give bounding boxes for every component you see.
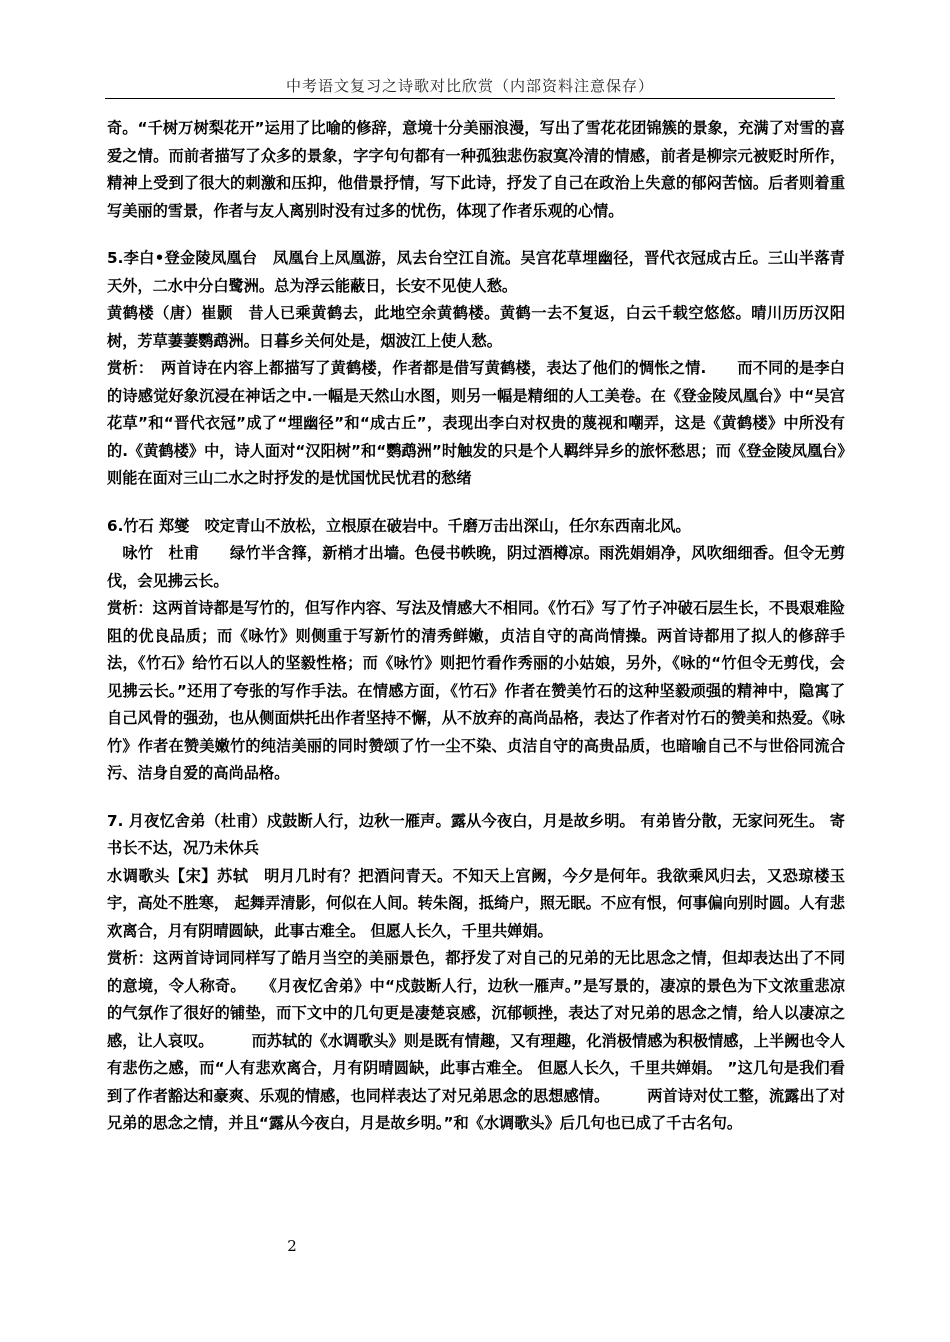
paragraph-gap <box>107 225 845 245</box>
header-divider <box>105 98 835 99</box>
poem-shui-diao-ge-tou: 水调歌头【宋】苏轼 明月几时有？把酒问青天。不知天上宫阙，今夕是何年。我欲乘风归去，又恐琼楼玉宇，高处不胜寒， 起舞弄清影，何似在人间。转朱阁，抵绮户，照无眠。不应有恨，何事偏向别时圆。人有悲欢离合，月有阴晴圆缺，此事古难全。 但愿人长久，千里共婵娟。 <box>107 866 845 940</box>
analysis-huanghelou: 赏析： 两首诗在内容上都描写了黄鹤楼，作者都是借写黄鹤楼，表达了他们的惆怅之情. 而不同的是李白的诗感觉好象沉浸在神话之中.一幅是天然山水图，则另一幅是精细的人工美卷。在《登金陵凤凰台》中“吴宫花草”和“晋代衣冠”成了“埋幽径”和“成古丘”，表现出李白对权贵的蔑视和嘲弄，这是《黄鹤楼》中所没有的.《黄鹤楼》中，诗人面对“汉阳树”和“鹦鹉洲”时触发的只是个人羁绊异乡的旅怀愁思；而《登金陵凤凰台》则能在面对三山二水之时抒发的是忧国忧民忧君的愁绪 <box>107 359 845 487</box>
analysis-bamboo: 赏析：这两首诗都是写竹的，但写作内容、写法及情感大不相同。《竹石》写了竹子冲破石层生长，不畏艰难险阻的优良品质；而《咏竹》则侧重于写新竹的清秀鲜嫩，贞洁自守的高尚情操。两首诗都用了拟人的修辞手法，《竹石》给竹石以人的坚毅性格；而《咏竹》则把竹看作秀丽的小姑娘，另外，《咏的“竹但令无剪伐，会见拂云长。”还用了夸张的写作手法。在情感方面，《竹石》作者在赞美竹石的这种坚毅顽强的精神中，隐寓了自己风骨的强劲，也从侧面烘托出作者坚持不懈，从不放弃的高尚品格，表达了作者对竹石的赞美和热爱。《咏竹》作者在赞美嫩竹的纯洁美丽的同时赞颂了竹一尘不染、贞洁自守的高贵品质，也暗喻自己不与世俗同流合污、洁身自爱的高尚品格。 <box>107 599 845 782</box>
paragraph-gap <box>107 788 845 808</box>
paragraph-snow-comparison: 奇。“千树万树梨花开”运用了比喻的修辞，意境十分美丽浪漫，写出了雪花花团锦簇的景象，充满了对雪的喜爱之情。而前者描写了众多的景象，字字句句都有一种孤独悲伤寂寞冷清的情感，前者是柳宗元被贬时所作，精神上受到了很大的刺激和压抑，他借景抒情，写下此诗，抒发了自己在政治上失意的郁闷苦恼。后者则着重写美丽的雪景，作者与友人离别时没有过多的忧伤，体现了作者乐观的心情。 <box>107 119 845 220</box>
poem-cui-hao-huanghelou: 黄鹤楼（唐）崔颢 昔人已乘黄鹤去，此地空余黄鹤楼。黄鹤一去不复返，白云千载空悠悠。晴川历历汉阳树，芳草萋萋鹦鹉洲。日暮乡关何处是，烟波江上使人愁。 <box>107 304 845 350</box>
poem-yueye-yi-shedi: 7. 月夜忆舍弟（杜甫）戍鼓断人行，边秋一雁声。露从今夜白，月是故乡明。 有弟皆分散，无家问死生。 寄书长不达，况乃未休兵 <box>107 811 845 857</box>
poem-zhu-shi: 6.竹石 郑燮 咬定青山不放松，立根原在破岩中。千磨万击出深山，任尔东西南北风。 <box>107 516 691 535</box>
analysis-moon: 赏析：这两首诗词同样写了皓月当空的美丽景色，都抒发了对自己的兄弟的无比思念之情，但却表达出了不同的意境，令人称奇。 《月夜忆舍弟》中“戍鼓断人行，边秋一雁声。”是写景的，凄凉的景色为下文浓重悲凉的气氛作了很好的铺垫，而下文中的几句更是凄楚哀感，沉郁顿挫，表达了对兄弟的思念之情，给人以凄凉之感，让人哀叹。 而苏轼的《水调歌头》则是既有情趣，又有理趣，化消极情感为积极情感，上半阙也令人有悲伤之感，而“人有悲欢离合，月有阴晴圆缺，此事古难全。 但愿人长久，千里共婵娟。 ”这几句是我们看到了作者豁达和豪爽、乐观的情感，也同样表达了对兄弟思念的思想感情。 两首诗对仗工整，流露出了对兄弟的思念之情，并且“露从今夜白，月是故乡明。”和《水调歌头》后几句也已成了千古名句。 <box>107 949 845 1132</box>
page-number: 2 <box>287 1237 297 1255</box>
poem-yong-zhu: 咏竹 杜甫 绿竹半含箨，新梢才出墙。色侵书帙晚，阴过酒樽凉。雨洗娟娟净，风吹细细香。但令无剪伐，会见拂云长。 <box>107 544 845 590</box>
paragraph-gap <box>107 493 845 513</box>
document-body <box>107 115 845 1138</box>
poem-li-bai-jinling: 5.李白•登金陵凤凰台 凤凰台上凤凰游，凤去台空江自流。吴宫花草埋幽径，晋代衣冠成古丘。三山半落青天外，二水中分白鹭洲。总为浮云能蔽日，长安不见使人愁。 <box>107 249 845 295</box>
page-header-title: 中考语文复习之诗歌对比欣赏（内部资料注意保存） <box>285 77 654 95</box>
